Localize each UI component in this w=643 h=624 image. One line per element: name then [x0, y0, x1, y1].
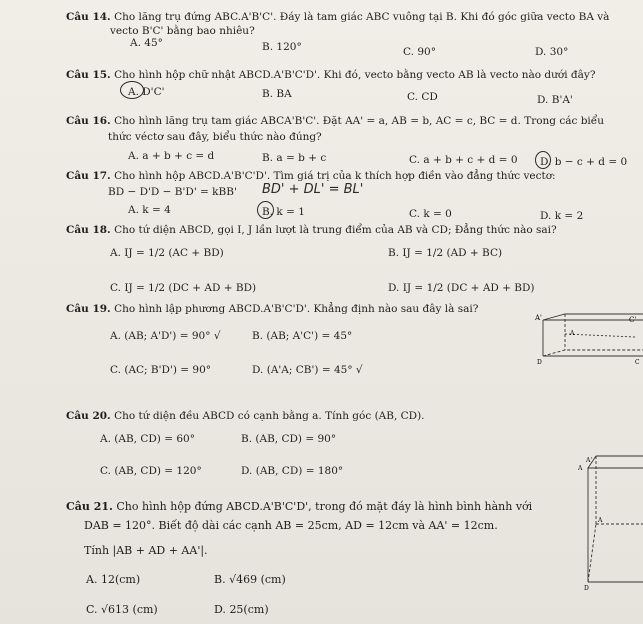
- answer-circle-mark: [535, 151, 551, 169]
- option-b[interactable]: B. IJ = 1/2 (AD + BC): [388, 247, 503, 259]
- question-text: Cho lăng trụ đứng ABC.A'B'C'. Đáy là tam giác ABC vuông tại B. Khi đó góc giữa vecto BA và: [114, 11, 610, 23]
- option-c[interactable]: C. IJ = 1/2 (DC + AD + BD): [110, 282, 257, 294]
- vertex-label: A': [535, 314, 542, 322]
- vertex-label: A: [578, 465, 583, 472]
- option-b[interactable]: B. a = b + c: [262, 152, 327, 164]
- option-b[interactable]: B. √469 (cm): [214, 573, 286, 586]
- check-mark: √: [213, 330, 221, 342]
- answer-circle-mark: [120, 81, 144, 99]
- handwritten-note: BD' + DL' = BL': [262, 182, 364, 197]
- option-d[interactable]: D. IJ = 1/2 (DC + AD + BD): [388, 282, 535, 294]
- option-c[interactable]: C. √613 (cm): [86, 603, 158, 616]
- option-d[interactable]: D. (AB, CD) = 180°: [241, 465, 344, 477]
- question-14-line-2: vecto B'C' bằng bao nhiêu?: [110, 25, 255, 37]
- vertex-label: A: [570, 330, 575, 337]
- option-c[interactable]: C. a + b + c + d = 0: [409, 154, 518, 166]
- option-a[interactable]: A. 45°: [130, 37, 163, 49]
- option-c[interactable]: C. 90°: [403, 46, 436, 58]
- question-15-line-1: Câu 15. Cho hình hộp chữ nhật ABCD.A'B'C'D'. Khi đó, vecto bằng vecto AB là vecto nào dưới đây?: [66, 69, 596, 81]
- cube-figure: [525, 312, 643, 380]
- question-17-line-2: BD − D'D − B'D' = kBB': [108, 186, 237, 198]
- option-a[interactable]: A. a + b + c = d: [128, 150, 215, 162]
- option-a[interactable]: A. D'C': [128, 86, 165, 98]
- question-19-line-1: Câu 19. Cho hình lập phương ABCD.A'B'C'D'. Khẳng định nào sau đây là sai?: [66, 303, 479, 315]
- option-c[interactable]: C. (AB, CD) = 120°: [100, 465, 202, 477]
- answer-circle-mark: [257, 201, 274, 219]
- option-b[interactable]: B. BA: [262, 88, 292, 100]
- option-d[interactable]: D. (A'A; CB') = 45° √: [252, 364, 363, 376]
- option-b[interactable]: B. (AB, CD) = 90°: [241, 433, 337, 445]
- option-a[interactable]: A. 12(cm): [86, 573, 141, 586]
- question-21-line-2: DAB = 120°. Biết độ dài các cạnh AB = 25cm, AD = 12cm và AA' = 12cm.: [84, 519, 498, 532]
- option-a[interactable]: A. (AB, CD) = 60°: [100, 433, 195, 445]
- option-d[interactable]: D. k = 2: [540, 210, 584, 222]
- question-16-line-2: thức véctơ sau đây, biểu thức nào đúng?: [108, 131, 322, 143]
- prism-figure: [556, 452, 643, 592]
- option-b[interactable]: B. 120°: [262, 41, 302, 53]
- option-d[interactable]: D. 25(cm): [214, 603, 269, 616]
- vertex-label: A: [598, 517, 603, 524]
- question-number: Câu 14.: [66, 11, 111, 23]
- question-21-line-3: Tính |AB + AD + AA'|.: [84, 544, 208, 557]
- option-a[interactable]: A. (AB; A'D') = 90° √: [110, 330, 221, 342]
- option-d[interactable]: D. B'A': [537, 94, 573, 106]
- question-16-line-1: Câu 16. Cho hình lăng trụ tam giác ABCA'B'C'. Đặt AA' = a, AB = b, AC = c, BC = d. Trong các biểu: [66, 115, 605, 127]
- question-21-line-1: Câu 21. Cho hình hộp đứng ABCD.A'B'C'D', trong đó mặt đáy là hình bình hành với: [66, 500, 533, 513]
- vertex-label: C': [629, 316, 637, 324]
- option-b[interactable]: B. (AB; A'C') = 45°: [252, 330, 353, 342]
- option-c[interactable]: C. CD: [407, 91, 438, 103]
- option-d[interactable]: D. b − c + d = 0: [540, 156, 628, 168]
- question-20-line-1: Câu 20. Cho tứ diện đều ABCD có cạnh bằng a. Tính góc (AB, CD).: [66, 410, 425, 422]
- vertex-label: D: [537, 359, 542, 366]
- check-mark: √: [355, 364, 363, 376]
- option-d[interactable]: D. 30°: [535, 46, 569, 58]
- option-a[interactable]: A. k = 4: [128, 204, 171, 216]
- vertex-label: A': [586, 457, 592, 464]
- question-18-line-1: Câu 18. Cho tứ diện ABCD, gọi I, J lần lượt là trung điểm của AB và CD; Đẳng thức nào sai?: [66, 224, 557, 236]
- option-b[interactable]: B. k = 1: [262, 206, 305, 218]
- vertex-label: C: [635, 359, 640, 366]
- option-a[interactable]: A. IJ = 1/2 (AC + BD): [110, 247, 224, 259]
- question-14-line-1: [66, 11, 609, 24]
- question-17-line-1: Câu 17. Cho hình hộp ABCD.A'B'C'D'. Tìm giá trị của k thích hợp điền vào đẳng thức vectơ:: [66, 170, 556, 182]
- vertex-label: D: [584, 585, 589, 592]
- option-c[interactable]: C. k = 0: [409, 208, 452, 220]
- option-c[interactable]: C. (AC; B'D') = 90°: [110, 364, 212, 376]
